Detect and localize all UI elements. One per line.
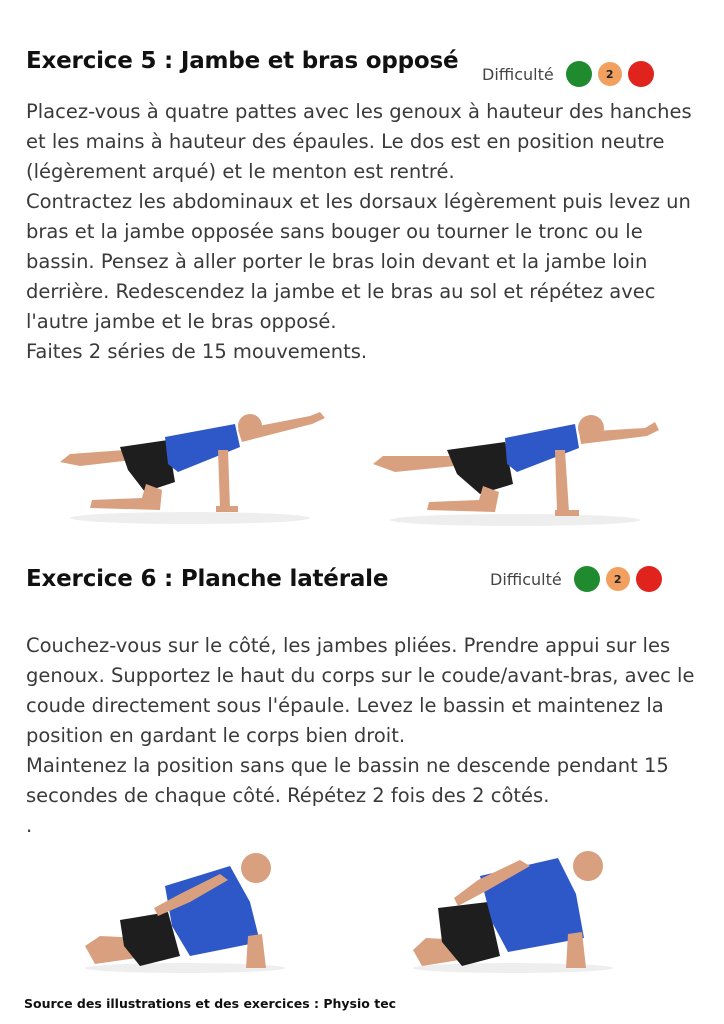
paragraph: Maintenez la position sans que le bassin ne descende pendant 15 secondes de chaque côté. Répétez 2 fois des 2 côtés.: [26, 754, 669, 807]
difficulty-hard-dot: [636, 566, 662, 592]
difficulty-value: 2: [605, 67, 614, 81]
exercise-5-title: Exercice 5 : Jambe et bras opposé: [26, 48, 459, 74]
paragraph: Placez-vous à quatre pattes avec les genoux à hauteur des hanches et les mains à hauteur des épaules. Le dos est en position neutre (légèrement arqué) et le menton est rentré.: [26, 100, 692, 183]
paragraph: Faites 2 séries de 15 mouvements.: [26, 340, 368, 363]
difficulty-medium-dot: [598, 62, 622, 86]
exercise-6-instructions: [26, 631, 706, 841]
difficulty-value: 2: [613, 572, 622, 586]
difficulty-medium-dot: [606, 567, 630, 591]
exercise-5-instructions: [26, 97, 706, 367]
source-credit: Source des illustrations et des exercices : Physio tec: [24, 996, 397, 1011]
exercise-6-illustration-right: [408, 846, 618, 976]
difficulty-easy-dot: [574, 566, 600, 592]
difficulty-label: Difficulté: [482, 64, 554, 84]
exercise-5-difficulty: [482, 61, 654, 87]
exercise-6-difficulty: [490, 566, 662, 592]
difficulty-easy-dot: [566, 61, 592, 87]
exercise-6-illustration-left: [80, 846, 290, 976]
paragraph: Contractez les abdominaux et les dorsaux légèrement puis levez un bras et la jambe opposée sans bouger ou tourner le tronc ou le bassin. Pensez à aller porter le bras loin devant et la jambe loin derrière. Redescendez la jambe et le bras au sol et répétez avec l'autre jambe et le bras opposé.: [26, 190, 691, 333]
exercise-5-illustration-left: [50, 402, 340, 532]
paragraph: .: [26, 814, 33, 837]
difficulty-hard-dot: [628, 61, 654, 87]
difficulty-label: Difficulté: [490, 569, 562, 589]
paragraph: Couchez-vous sur le côté, les jambes pliées. Prendre appui sur les genoux. Supportez le haut du corps sur le coude/avant-bras, avec le coude directement sous l'épaule. Levez le bassin et maintenez la position en gardant le corps bien droit.: [26, 634, 695, 747]
exercise-5-illustration-right: [365, 402, 665, 532]
exercise-6-title: Exercice 6 : Planche latérale: [26, 566, 389, 592]
